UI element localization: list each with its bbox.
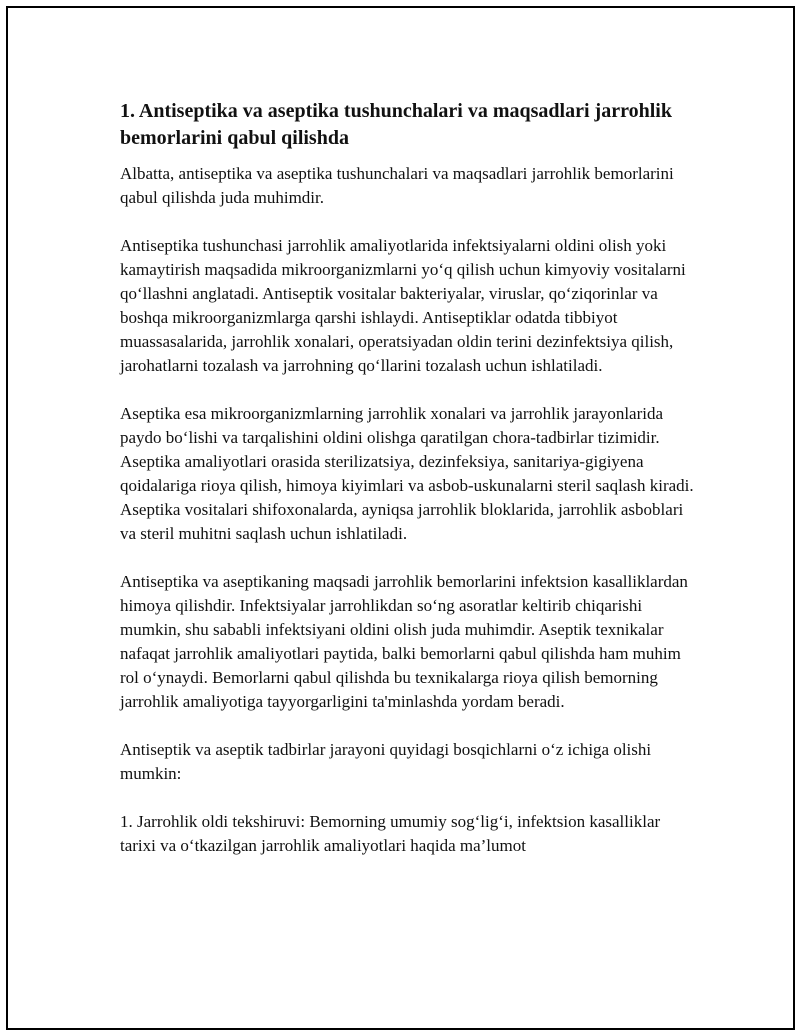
document-title: 1. Antiseptika va aseptika tushunchalari va maqsadlari jarrohlik bemorlarini qabul qilishda xyxy=(120,100,672,149)
page-frame xyxy=(6,6,795,1030)
paragraph-step-1: 1. Jarrohlik oldi tekshiruvi: Bemorning umumiy sog‘lig‘i, infektsion kasalliklar tarixi va o‘tkazilgan jarrohlik amaliyotlari haqida ma’lumot xyxy=(120,812,661,855)
paragraph-intro: Albatta, antiseptika va aseptika tushunchalari va maqsadlari jarrohlik bemorlarini qabul qilishda juda muhimdir. xyxy=(120,164,674,207)
document-body xyxy=(120,98,700,882)
paragraph-aseptika: Aseptika esa mikroorganizmlarning jarrohlik xonalari va jarrohlik jarayonlarida paydo bo‘lishi va tarqalishini oldini olishga qaratilgan chora-tadbirlar tizimidir. Aseptika amaliyotlari orasida sterilizatsiya, dezinfeksiya, sanitariya-gigiyena qoidalariga rioya qilish, himoya kiyimlari va asbob-uskunalarni steril saqlash kiradi. Aseptika vositalari shifoxonalarda, ayniqsa jarrohlik bloklarida, jarrohlik asboblari va steril muhitni saqlash uchun ishlatiladi. xyxy=(120,404,694,543)
paragraph-antiseptika: Antiseptika tushunchasi jarrohlik amaliyotlarida infektsiyalarni oldini olish yoki kamaytirish maqsadida mikroorganizmlarni yo‘q qilish uchun kimyoviy vositalarni qo‘llashni anglatadi. Antiseptik vositalar bakteriyalar, viruslar, qo‘ziqorinlar va boshqa mikroorganizmlarga qarshi ishlaydi. Antiseptiklar odatda tibbiyot muassasalarida, jarrohlik xonalari, operatsiyadan oldin terini dezinfektsiya qilish, jarohatlarni tozalash va jarrohning qo‘llarini tozalash uchun ishlatiladi. xyxy=(120,236,686,375)
paragraph-bosqichlar: Antiseptik va aseptik tadbirlar jarayoni quyidagi bosqichlarni o‘z ichiga olishi mumkin: xyxy=(120,740,652,783)
paragraph-maqsad: Antiseptika va aseptikaning maqsadi jarrohlik bemorlarini infektsion kasalliklardan himoya qilishdir. Infektsiyalar jarrohlikdan so‘ng asoratlar keltirib chiqarishi mumkin, shu sababli infektsiyani oldini olish juda muhimdir. Aseptik texnikalar nafaqat jarrohlik amaliyotlari paytida, balki bemorlarni qabul qilishda ham muhim rol o‘ynaydi. Bemorlarni qabul qilishda bu texnikalarga rioya qilish bemorning jarrohlik amaliyotiga tayyorgarligini ta'minlashda yordam beradi. xyxy=(120,572,688,711)
